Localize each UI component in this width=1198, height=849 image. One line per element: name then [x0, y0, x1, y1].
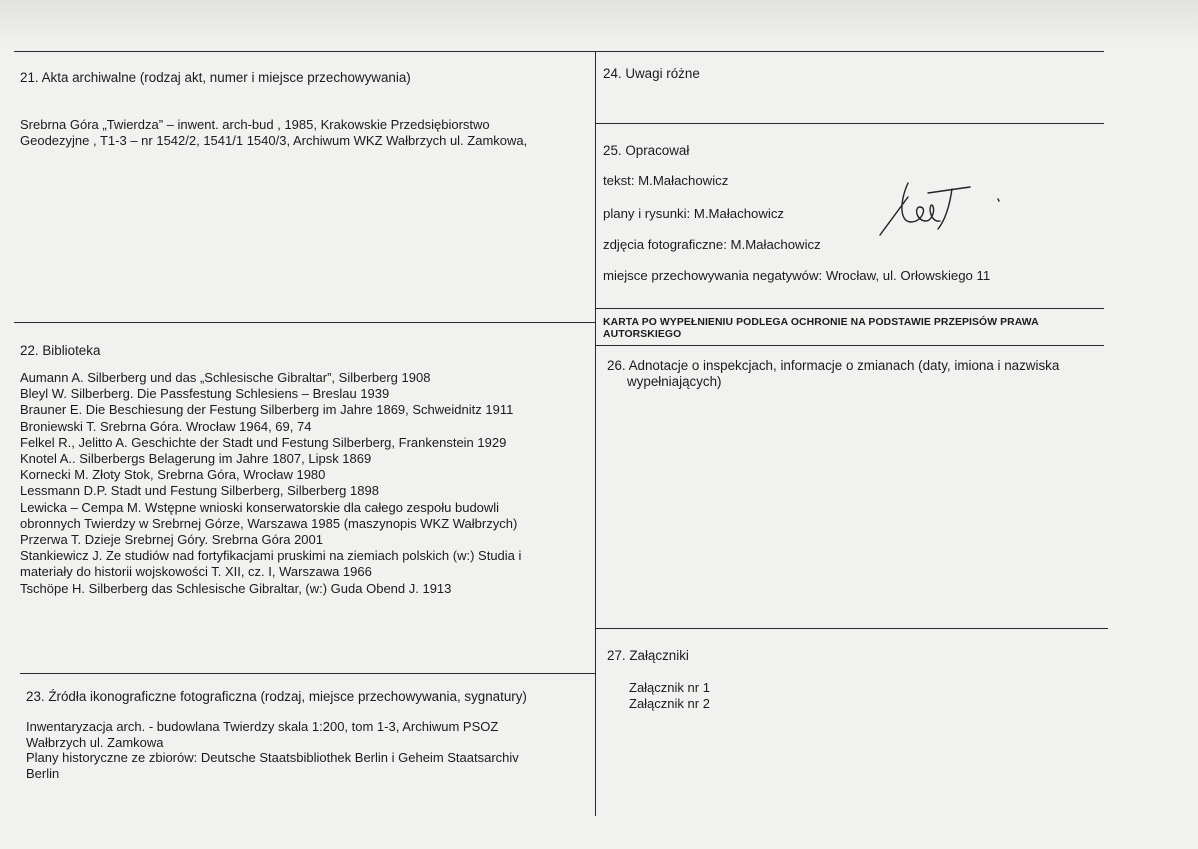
- attachment-item: Załącznik nr 1: [629, 680, 710, 695]
- notice-line: KARTA PO WYPEŁNIENIU PODLEGA OCHRONIE NA PODSTAWIE PRZEPISÓW PRAWA: [603, 317, 1039, 328]
- section-23-content: [26, 719, 519, 781]
- bibliography-entry: obronnych Twierdzy w Srebrnej Górze, Warszawa 1985 (maszynopis WKZ Wałbrzych): [20, 515, 518, 531]
- section-23-heading: 23. Źródła ikonograficzne fotograficzna (rodzaj, miejsce przechowywania, sygnatury): [26, 689, 527, 704]
- section-26-heading-line: wypełniających): [627, 374, 722, 389]
- notice-line: AUTORSKIEGO: [603, 329, 682, 340]
- rule-25-notice: [596, 308, 1104, 309]
- column-divider: [595, 51, 596, 816]
- rule-notice-26: [596, 345, 1104, 346]
- bibliography-entry: Przerwa T. Dzieje Srebrnej Góry. Srebrna Góra 2001: [20, 532, 323, 548]
- text-author: tekst: M.Małachowicz: [603, 173, 729, 188]
- section-26-heading: [607, 358, 1059, 390]
- section-26-heading-line: 26. Adnotacje o inspekcjach, informacje o zmianach (daty, imiona i nazwiska: [607, 358, 1060, 373]
- rule-22-23: [20, 673, 596, 674]
- section-24-heading: 24. Uwagi różne: [603, 66, 700, 81]
- section-22-bibliography: [20, 370, 521, 597]
- attachment-item: Załącznik nr 2: [629, 695, 710, 711]
- bibliography-entry: Lewicka – Cempa M. Wstępne wnioski konserwatorskie dla całego zespołu budowli: [20, 499, 500, 515]
- bibliography-entry: Aumann A. Silberberg und das „Schlesische Gibraltar”, Silberberg 1908: [20, 370, 431, 385]
- negatives-location: miejsce przechowywania negatywów: Wrocław, ul. Orłowskiego 11: [603, 268, 991, 283]
- top-rule: [14, 51, 1104, 52]
- section-21-line: Geodezyjne , T1-3 – nr 1542/2, 1541/1 1540/3, Archiwum WKZ Wałbrzych ul. Zamkowa,: [20, 132, 528, 148]
- rule-26-27: [596, 628, 1108, 629]
- plans-author: plany i rysunki: M.Małachowicz: [603, 206, 785, 221]
- section-21-heading: 21. Akta archiwalne (rodzaj akt, numer i miejsce przechowywania): [20, 70, 411, 85]
- section-23-line: Inwentaryzacja arch. - budowlana Twierdzy skala 1:200, tom 1-3, Archiwum PSOZ: [26, 719, 499, 734]
- bibliography-entry: Tschöpe H. Silberberg das Schlesische Gibraltar, (w:) Guda Obend J. 1913: [20, 580, 452, 596]
- section-21-content: [20, 117, 527, 148]
- bibliography-entry: Felkel R., Jelitto A. Geschichte der Stadt und Festung Silberberg, Frankenstein 1929: [20, 434, 507, 450]
- section-23-line: Berlin: [26, 765, 60, 781]
- copyright-notice: [603, 317, 1039, 341]
- section-21-line: Srebrna Góra „Twierdza” – inwent. arch-bud , 1985, Krakowskie Przedsiębiorstwo: [20, 117, 490, 132]
- attachments-list: [629, 680, 710, 711]
- paper-top-shadow: [0, 0, 1198, 46]
- bibliography-entry: Broniewski T. Srebrna Góra. Wrocław 1964, 69, 74: [20, 418, 312, 434]
- bibliography-entry: Bleyl W. Silberberg. Die Passfestung Schlesiens – Breslau 1939: [20, 386, 390, 402]
- signature: [870, 175, 1010, 245]
- bibliography-entry: materiały do historii wojskowości T. XII, cz. I, Warszawa 1966: [20, 564, 372, 580]
- rule-24-25: [596, 123, 1104, 124]
- photos-author: zdjęcia fotograficzne: M.Małachowicz: [603, 237, 821, 252]
- section-27-heading: 27. Załączniki: [607, 648, 689, 663]
- bibliography-entry: Knotel A.. Silberbergs Belagerung im Jahre 1807, Lipsk 1869: [20, 451, 372, 467]
- bibliography-entry: Lessmann D.P. Stadt und Festung Silberberg, Silberberg 1898: [20, 483, 379, 499]
- rule-21-22: [14, 322, 596, 323]
- bibliography-entry: Stankiewicz J. Ze studiów nad fortyfikacjami pruskimi na ziemiach polskich (w:) Studia i: [20, 548, 522, 564]
- section-23-line: Wałbrzych ul. Zamkowa: [26, 734, 164, 750]
- bibliography-entry: Brauner E. Die Beschiesung der Festung Silberberg im Jahre 1869, Schweidnitz 1911: [20, 402, 514, 418]
- section-25-heading: 25. Opracował: [603, 143, 690, 158]
- bibliography-entry: Kornecki M. Złoty Stok, Srebrna Góra, Wrocław 1980: [20, 467, 326, 483]
- section-22-heading: 22. Biblioteka: [20, 343, 101, 358]
- section-23-line: Plany historyczne ze zbiorów: Deutsche Staatsbibliothek Berlin i Geheim Staatsarchiv: [26, 750, 519, 765]
